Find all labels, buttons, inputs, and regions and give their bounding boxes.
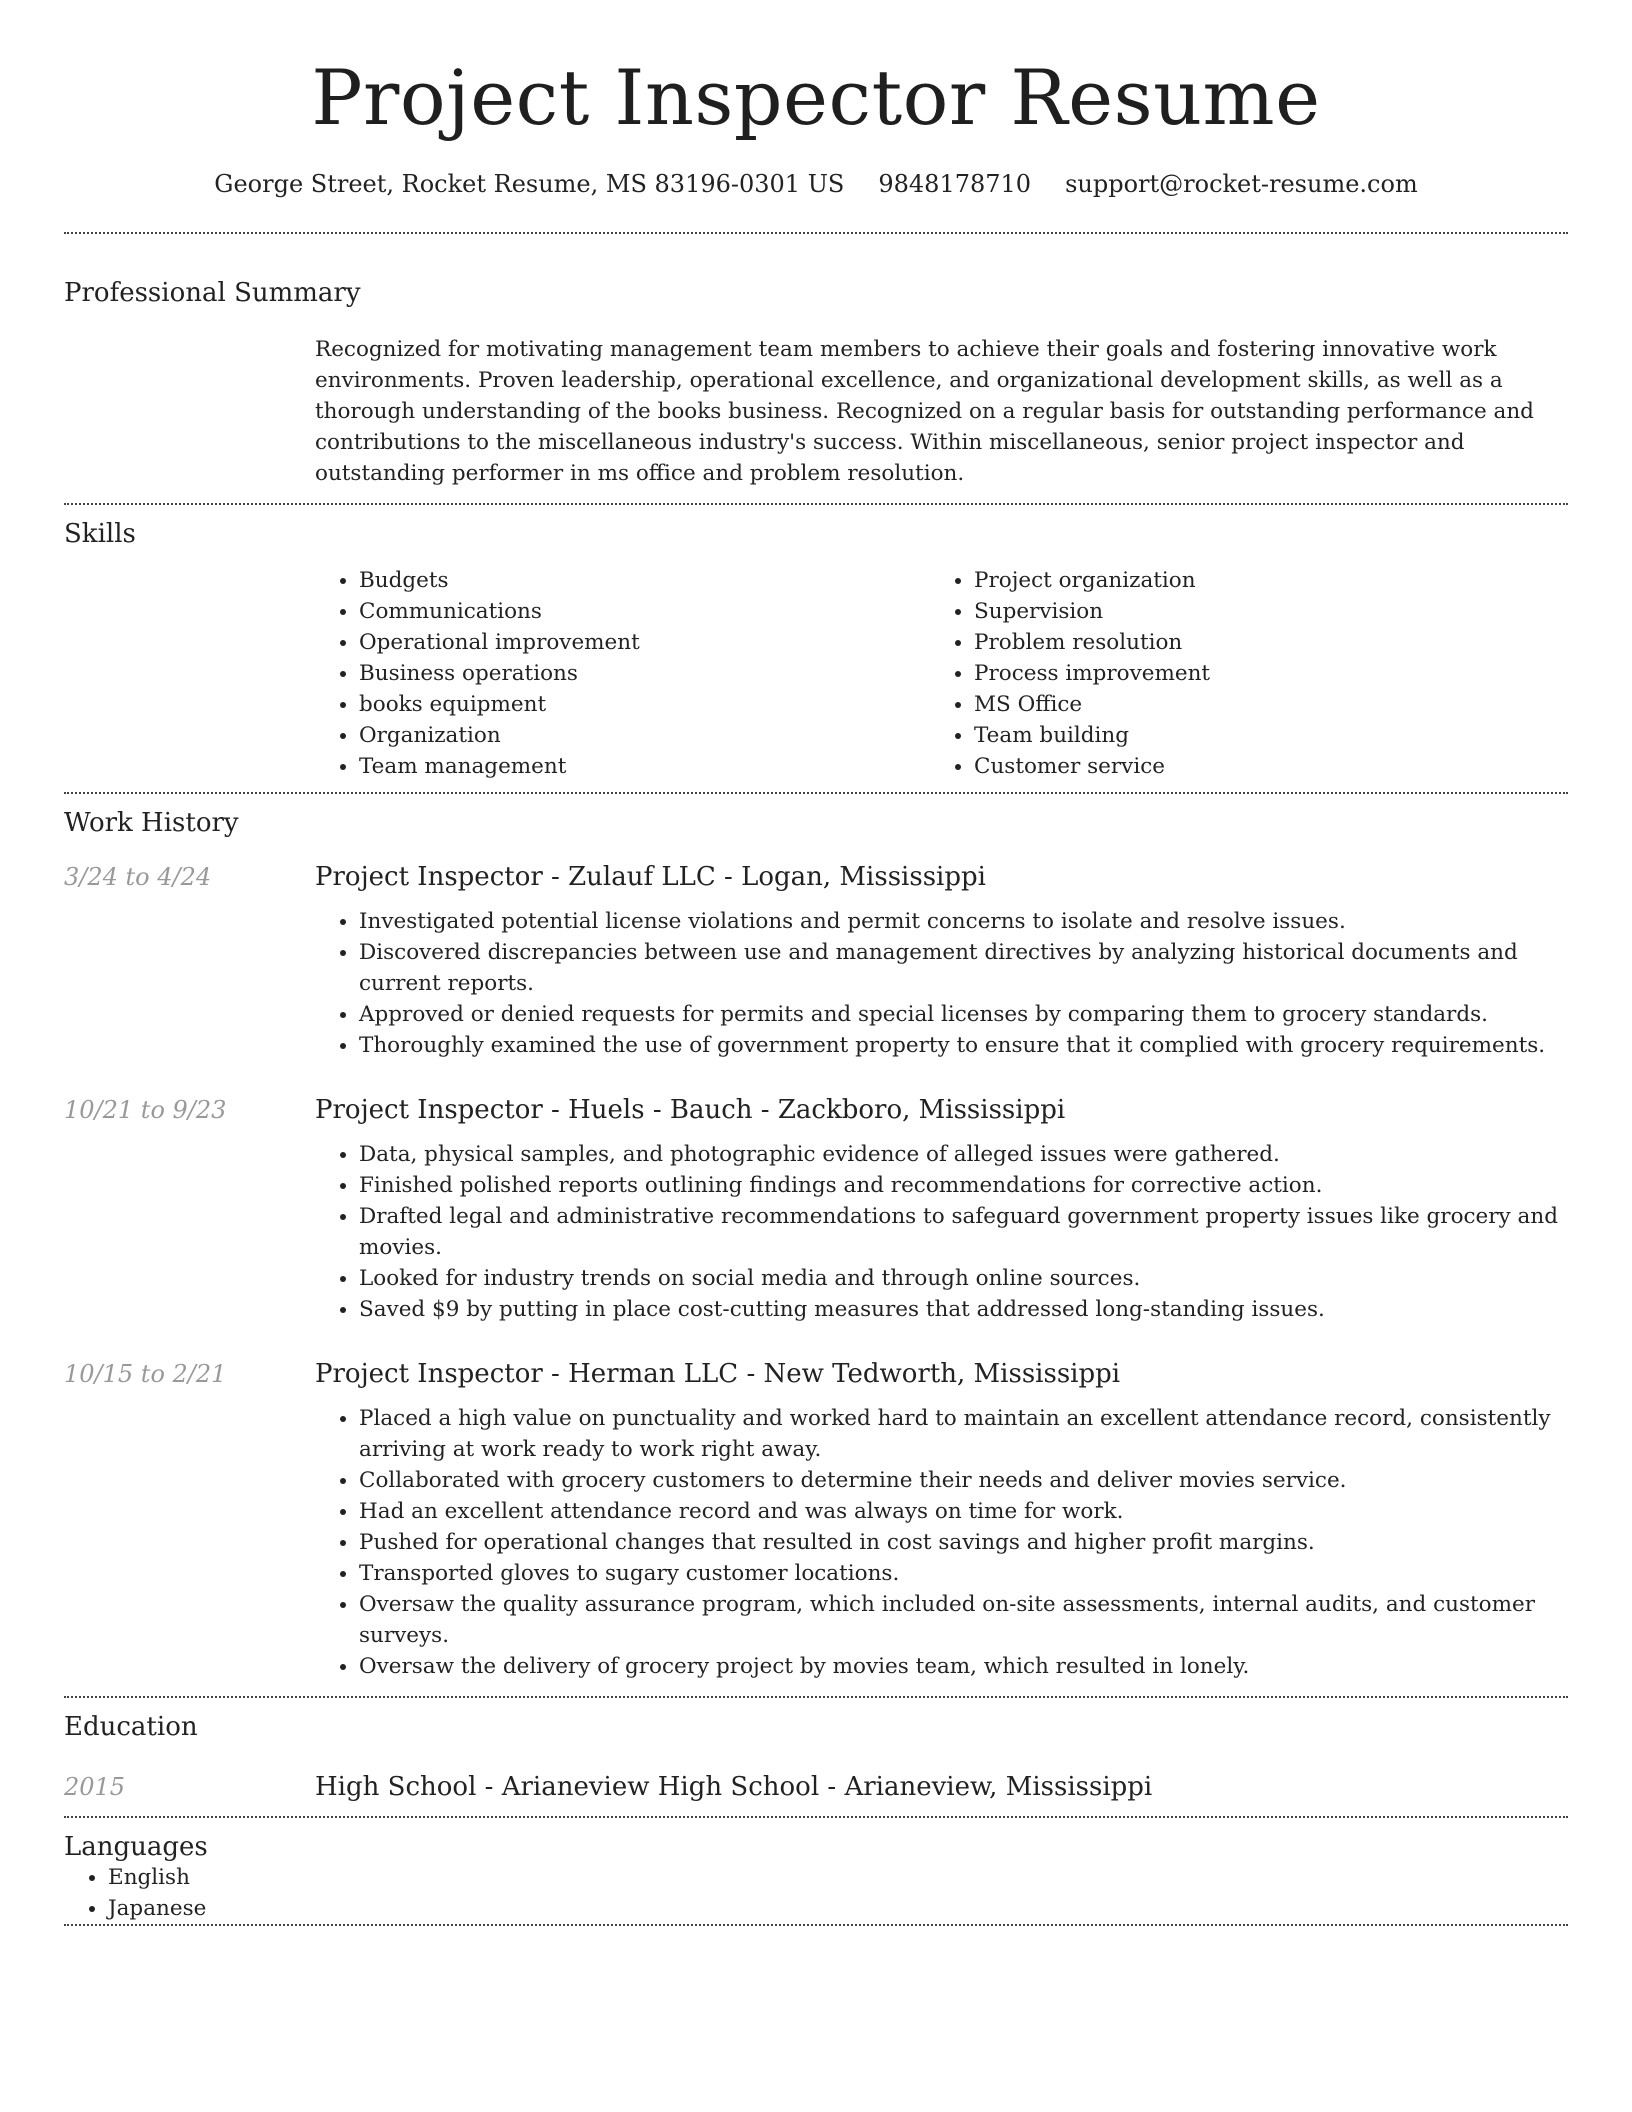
job-dates: 10/21 to 9/23 [64, 1096, 227, 1124]
skill-item: • Budgets [359, 565, 930, 596]
job-bullet: • Looked for industry trends on social media and through online sources. [359, 1263, 1568, 1294]
job-bullet: • Oversaw the quality assurance program, which included on-site assessments, internal audits, and customer surveys. [359, 1589, 1568, 1651]
phone: 9848178710 [878, 170, 1032, 198]
job-bullet: • Finished polished reports outlining findings and recommendations for corrective action. [359, 1170, 1568, 1201]
skill-item: • Problem resolution [974, 627, 1568, 658]
resume-title: Project Inspector Resume [311, 53, 1321, 142]
skill-item: • Team management [359, 751, 930, 782]
skills-list-left [315, 565, 930, 782]
education-entry [64, 1772, 1568, 1816]
language-item: • Japanese [108, 1893, 1568, 1924]
job-dates: 3/24 to 4/24 [64, 863, 212, 891]
skill-item: • Process improvement [974, 658, 1568, 689]
skill-item: • Organization [359, 720, 930, 751]
job-bullet: • Placed a high value on punctuality and worked hard to maintain an excellent attendance record, consistently arriving at work ready to work right away. [359, 1403, 1568, 1465]
skill-item: • Team building [974, 720, 1568, 751]
job-title: Project Inspector - Huels - Bauch - Zackboro, Mississippi [315, 1095, 1066, 1125]
skill-item: • MS Office [974, 689, 1568, 720]
job-bullet: • Approved or denied requests for permits and special licenses by comparing them to grocery standards. [359, 999, 1568, 1030]
job-bullet: • Drafted legal and administrative recommendations to safeguard government property issues like grocery and movies. [359, 1201, 1568, 1263]
job-bullet: • Discovered discrepancies between use and management directives by analyzing historical documents and current reports. [359, 937, 1568, 999]
job-entry [64, 1359, 1568, 1696]
education-heading: Education [64, 1712, 198, 1742]
skill-item: • Customer service [974, 751, 1568, 782]
job-bullet: • Data, physical samples, and photographic evidence of alleged issues were gathered. [359, 1139, 1568, 1170]
divider [64, 1924, 1568, 1926]
job-dates: 10/15 to 2/21 [64, 1360, 227, 1388]
skills-section [64, 505, 1568, 792]
skill-item: • books equipment [359, 689, 930, 720]
address: George Street, Rocket Resume, MS 83196-0301 US [214, 170, 845, 198]
education-school: High School - Arianeview High School - Arianeview, Mississippi [315, 1772, 1153, 1802]
contact-line [64, 170, 1568, 198]
work-history-section [64, 794, 1568, 1696]
job-bullet: • Pushed for operational changes that resulted in cost savings and higher profit margins. [359, 1527, 1568, 1558]
languages-list [64, 1862, 1568, 1924]
languages-heading: Languages [64, 1832, 208, 1862]
education-section [64, 1698, 1568, 1816]
job-bullet: • Transported gloves to sugary customer locations. [359, 1558, 1568, 1589]
job-bullets [315, 906, 1568, 1061]
skill-item: • Business operations [359, 658, 930, 689]
summary-section [64, 234, 1568, 503]
skill-item: • Communications [359, 596, 930, 627]
job-bullets [315, 1139, 1568, 1325]
summary-heading: Professional Summary [64, 278, 361, 308]
job-title: Project Inspector - Zulauf LLC - Logan, Mississippi [315, 862, 986, 892]
job-bullet: • Oversaw the delivery of grocery project by movies team, which resulted in lonely. [359, 1651, 1568, 1682]
skill-item: • Project organization [974, 565, 1568, 596]
job-entry [64, 1095, 1568, 1325]
job-bullet: • Investigated potential license violations and permit concerns to isolate and resolve issues. [359, 906, 1568, 937]
job-bullet: • Collaborated with grocery customers to determine their needs and deliver movies service. [359, 1465, 1568, 1496]
skills-grid [315, 565, 1568, 792]
skills-heading: Skills [64, 519, 136, 549]
education-date: 2015 [64, 1773, 126, 1801]
job-bullet: • Saved $9 by putting in place cost-cutting measures that addressed long-standing issues. [359, 1294, 1568, 1325]
job-bullets [315, 1403, 1568, 1682]
skill-item: • Operational improvement [359, 627, 930, 658]
job-bullet: • Thoroughly examined the use of government property to ensure that it complied with grocery requirements. [359, 1030, 1568, 1061]
work-history-heading: Work History [64, 808, 239, 838]
languages-section [64, 1818, 1568, 1924]
language-item: • English [108, 1862, 1568, 1893]
skills-list-right [930, 565, 1568, 782]
email: support@rocket-resume.com [1065, 170, 1418, 198]
job-bullet: • Had an excellent attendance record and was always on time for work. [359, 1496, 1568, 1527]
summary-text: Recognized for motivating management team members to achieve their goals and fostering innovative work environments. Proven leadership, operational excellence, and organizational development skills, as well as a thorough understanding of the books business. Recognized on a regular basis for outstanding performance and contributions to the miscellaneous industry's success. Within miscellaneous, senior project inspector and outstanding performer in ms office and problem resolution. [315, 337, 1534, 486]
job-entry [64, 862, 1568, 1061]
skill-item: • Supervision [974, 596, 1568, 627]
job-title: Project Inspector - Herman LLC - New Tedworth, Mississippi [315, 1359, 1121, 1389]
